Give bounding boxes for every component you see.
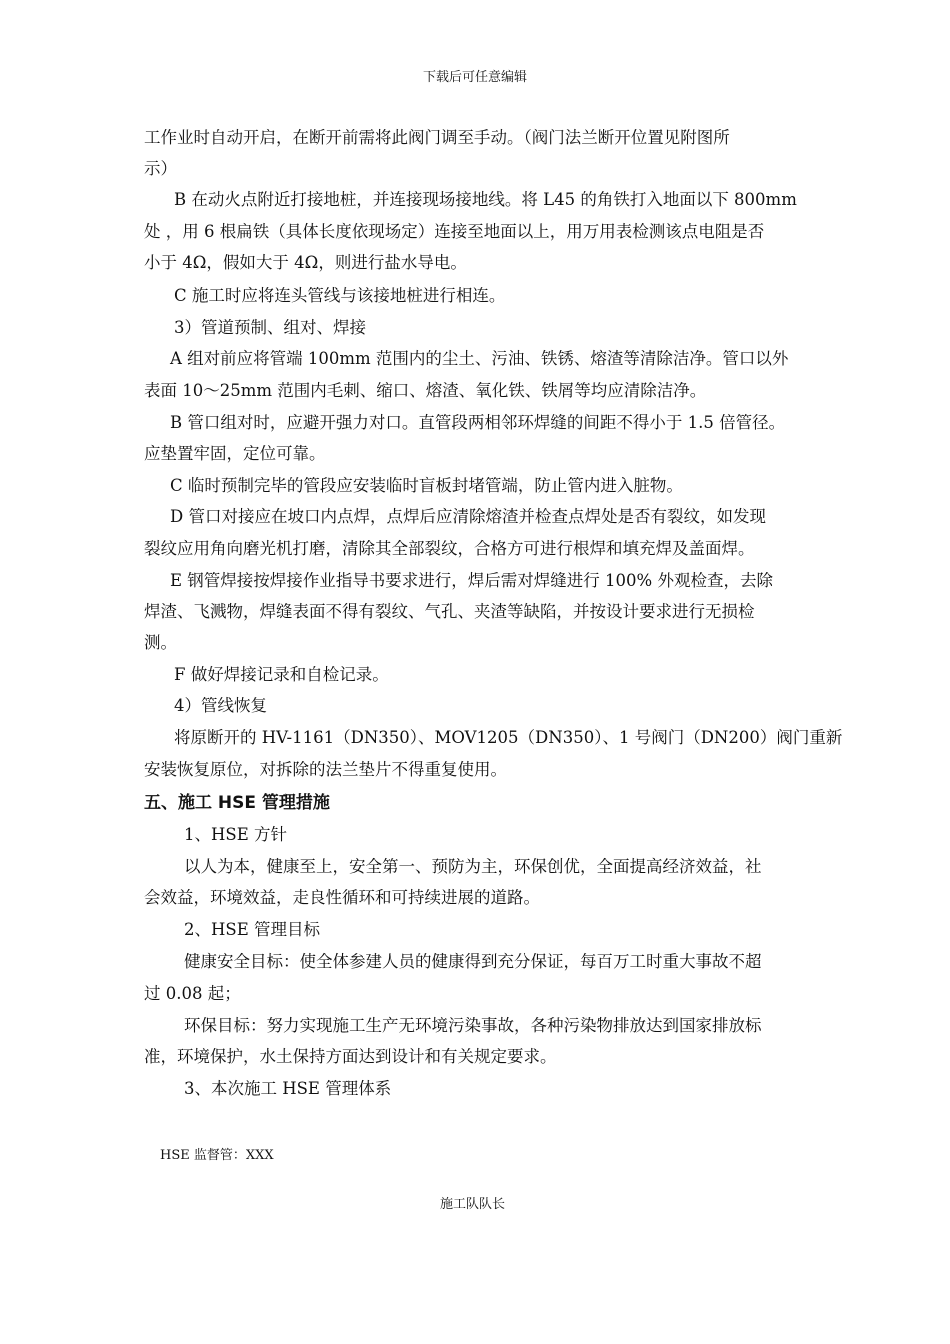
paragraph-line: B 管口组对时，应避开强力对口。直管段两相邻环焊缝的间距不得小于 1.5 倍管径。 xyxy=(170,413,786,432)
paragraph-line: F 做好焊接记录和自检记录。 xyxy=(174,665,389,684)
paragraph-line: C 施工时应将连头管线与该接地桩进行相连。 xyxy=(174,286,506,305)
paragraph-line: 安装恢复原位，对拆除的法兰垫片不得重复使用。 xyxy=(144,760,507,779)
paragraph-line: 3）管道预制、组对、焊接 xyxy=(174,318,366,337)
paragraph-line: 应垫置牢固，定位可靠。 xyxy=(144,444,326,463)
page-header-note: 下载后可任意编辑 xyxy=(422,70,527,85)
paragraph-line: 将原断开的 HV-1161（DN350）、MOV1205（DN350）、1 号阀门（DN200）阀门重新 xyxy=(174,728,843,747)
paragraph-line: D 管口对接应在坡口内点焊，点焊后应清除熔渣并检查点焊处是否有裂纹，如发现 xyxy=(170,507,766,526)
paragraph-line: 测。 xyxy=(144,633,177,652)
paragraph-line: 4）管线恢复 xyxy=(174,696,267,715)
paragraph-line: A 组对前应将管端 100mm 范围内的尘土、污油、铁锈、熔渣等清除洁净。管口以外 xyxy=(170,349,789,368)
section-heading: 五、施工 HSE 管理措施 xyxy=(144,793,330,813)
paragraph-line: 工作业时自动开启，在断开前需将此阀门调至手动。（阀门法兰断开位置见附图所 xyxy=(144,128,730,147)
paragraph-line: 表面 10～25mm 范围内毛刺、缩口、熔渣、氧化铁、铁屑等均应清除洁净。 xyxy=(144,381,707,400)
paragraph-line: E 钢管焊接按焊接作业指导书要求进行，焊后需对焊缝进行 100% 外观检查，去除 xyxy=(170,571,773,590)
paragraph-line: 以人为本，健康至上，安全第一、预防为主，环保创优，全面提高经济效益，社 xyxy=(184,857,762,876)
paragraph-line: B 在动火点附近打接地桩，并连接现场接地线。将 L45 的角铁打入地面以下 800mm xyxy=(174,190,797,209)
paragraph-line: C 临时预制完毕的管段应安装临时盲板封堵管端，防止管内进入脏物。 xyxy=(170,476,683,495)
paragraph-line: 环保目标：努力实现施工生产无环境污染事故，各种污染物排放达到国家排放标 xyxy=(184,1016,762,1035)
subsection-title: 1、HSE 方针 xyxy=(184,825,287,844)
paragraph-line: 小于 4Ω，假如大于 4Ω，则进行盐水导电。 xyxy=(144,253,467,272)
subsection-title: 3、本次施工 HSE 管理体系 xyxy=(184,1079,392,1098)
paragraph-line: 裂纹应用角向磨光机打磨，清除其全部裂纹，合格方可进行根焊和填充焊及盖面焊。 xyxy=(144,539,755,558)
paragraph-line: 准，环境保护，水土保持方面达到设计和有关规定要求。 xyxy=(144,1047,557,1066)
paragraph-line: 健康安全目标：使全体参建人员的健康得到充分保证，每百万工时重大事故不超 xyxy=(184,952,762,971)
team-leader-label: 施工队队长 xyxy=(440,1197,506,1212)
paragraph-line: 示） xyxy=(144,159,177,178)
paragraph-line: 会效益，环境效益，走良性循环和可持续进展的道路。 xyxy=(144,888,540,907)
paragraph-line: 处 ，用 6 根扁铁（具体长度依现场定）连接至地面以上，用万用表检测该点电阻是否 xyxy=(144,222,765,241)
paragraph-line: 焊渣、飞溅物，焊缝表面不得有裂纹、气孔、夹渣等缺陷，并按设计要求进行无损检 xyxy=(144,602,755,621)
subsection-title: 2、HSE 管理目标 xyxy=(184,920,320,939)
paragraph-line: 过 0.08 起； xyxy=(144,984,241,1003)
hse-supervisor-label: HSE 监督管：XXX xyxy=(160,1148,274,1163)
